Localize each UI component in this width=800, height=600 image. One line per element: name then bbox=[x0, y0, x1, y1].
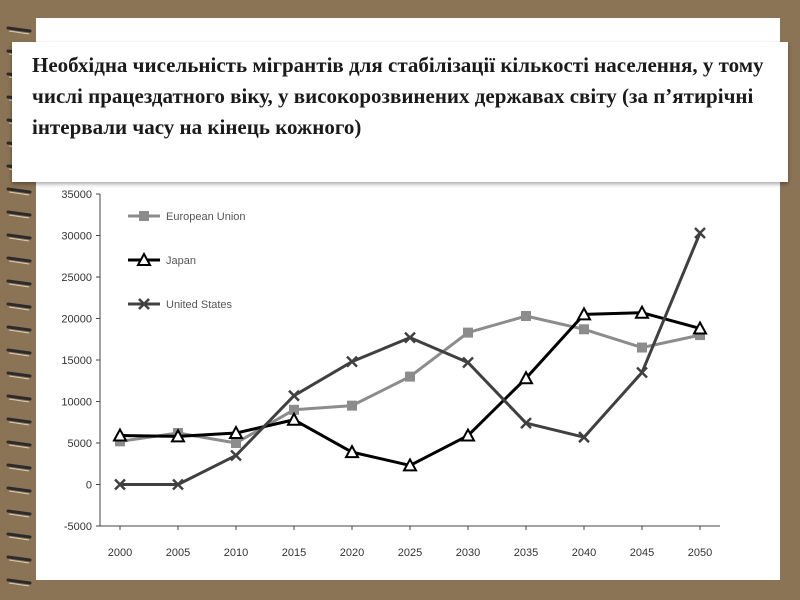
legend-label: Japan bbox=[166, 255, 196, 267]
spiral-ring bbox=[8, 580, 30, 583]
y-tick-label: 15000 bbox=[61, 355, 92, 367]
spiral-ring bbox=[8, 442, 30, 445]
spiral-ring bbox=[8, 327, 30, 330]
spiral-ring bbox=[8, 488, 30, 491]
spiral-ring bbox=[8, 189, 30, 192]
x-tick-label: 2010 bbox=[223, 547, 249, 559]
y-tick-label: -5000 bbox=[63, 521, 92, 533]
data-point bbox=[231, 438, 241, 448]
y-tick-label: 10000 bbox=[61, 396, 92, 409]
y-tick-label: 30000 bbox=[61, 230, 92, 243]
x-tick-label: 2045 bbox=[629, 547, 655, 559]
spiral-ring bbox=[8, 28, 30, 31]
legend-marker bbox=[139, 211, 149, 221]
data-point bbox=[405, 372, 415, 382]
legend-item bbox=[128, 299, 233, 311]
y-tick-label: 35000 bbox=[61, 189, 92, 201]
y-tick-label: 5000 bbox=[67, 438, 92, 450]
line-chart bbox=[36, 180, 780, 580]
series-united-states bbox=[115, 228, 705, 489]
x-tick-label: 2035 bbox=[513, 547, 539, 559]
series-japan bbox=[114, 307, 706, 471]
x-tick-label: 2050 bbox=[687, 547, 713, 559]
x-tick-label: 2040 bbox=[571, 547, 597, 559]
spiral-ring bbox=[8, 557, 30, 560]
data-point bbox=[637, 343, 647, 353]
y-tick-label: 0 bbox=[85, 479, 92, 492]
x-tick-label: 2000 bbox=[107, 547, 133, 559]
data-point bbox=[579, 324, 589, 334]
spiral-ring bbox=[8, 212, 30, 215]
x-tick-label: 2030 bbox=[455, 547, 481, 559]
legend-item bbox=[128, 211, 246, 223]
series-line bbox=[120, 313, 700, 466]
y-tick-label: 25000 bbox=[61, 272, 92, 284]
x-tick-label: 2020 bbox=[339, 547, 365, 559]
spiral-ring bbox=[8, 465, 30, 468]
data-point bbox=[231, 450, 241, 460]
data-point bbox=[289, 391, 299, 401]
spiral-ring bbox=[8, 350, 30, 353]
x-tick-label: 2015 bbox=[281, 547, 307, 559]
spiral-ring bbox=[8, 511, 30, 514]
spiral-ring bbox=[8, 281, 30, 284]
legend-item bbox=[128, 254, 196, 267]
slide-title: Необхідна чисельність мігрантів для стабілізації кількості населення, у тому числі працездатного віку, у високорозвинених державах світу (за п’ятирічні інтервали часу на кінець кожного) bbox=[32, 53, 764, 139]
spiral-ring bbox=[8, 235, 30, 238]
spiral-ring bbox=[8, 373, 30, 376]
series-line bbox=[120, 233, 700, 484]
spiral-ring bbox=[8, 258, 30, 261]
title-box bbox=[12, 42, 788, 182]
spiral-ring bbox=[8, 419, 30, 422]
legend-label: United States bbox=[166, 299, 233, 311]
spiral-ring bbox=[8, 534, 30, 537]
x-tick-label: 2025 bbox=[397, 547, 423, 559]
data-point bbox=[521, 311, 531, 321]
series-european-union bbox=[115, 311, 705, 448]
x-tick-label: 2005 bbox=[165, 547, 191, 559]
data-point bbox=[347, 401, 357, 411]
y-tick-label: 20000 bbox=[61, 313, 92, 326]
spiral-ring bbox=[8, 304, 30, 307]
data-point bbox=[463, 328, 473, 338]
legend-label: European Union bbox=[166, 211, 246, 223]
spiral-ring bbox=[8, 396, 30, 399]
